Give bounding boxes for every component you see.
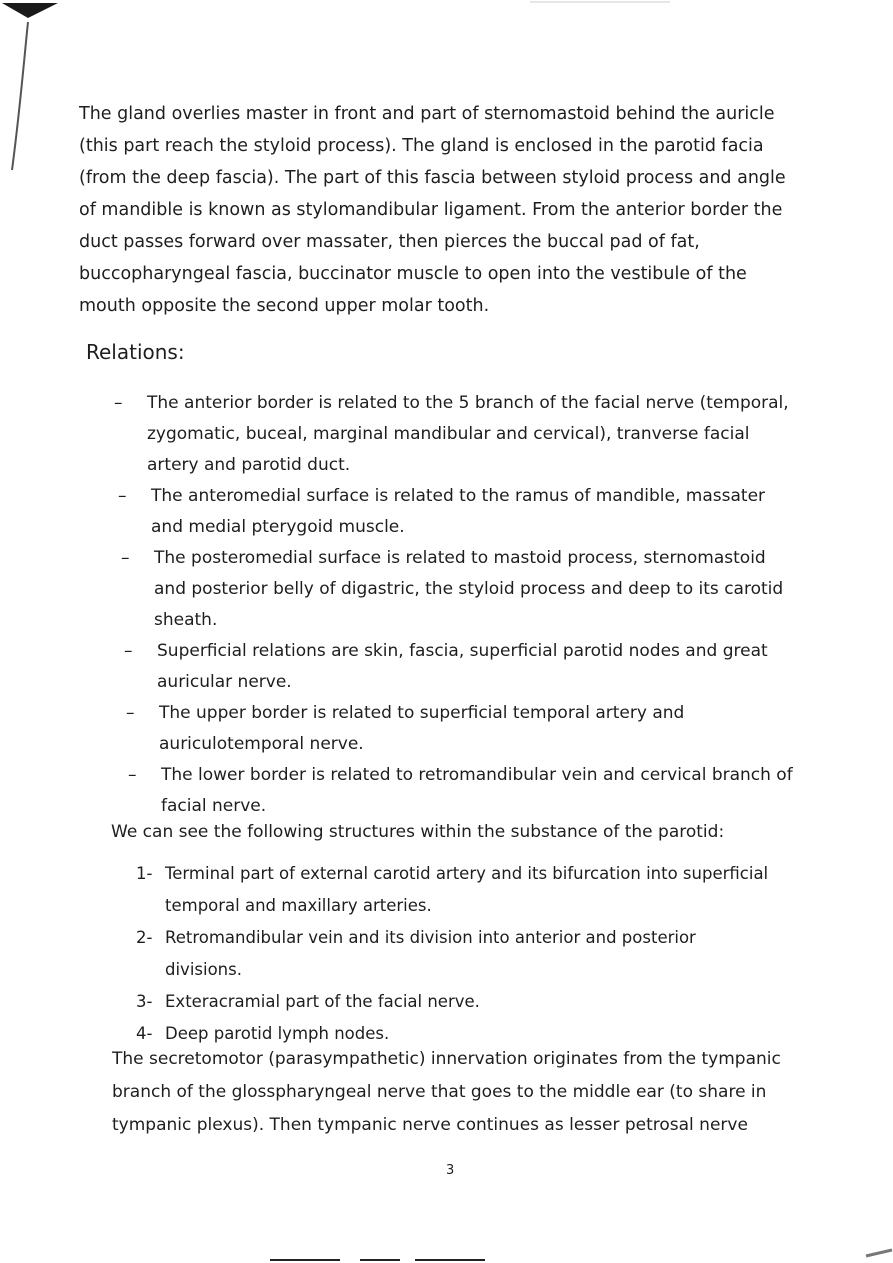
- structure-text: Exteracramial part of the facial nerve.: [165, 992, 480, 1011]
- intro-paragraph: The gland overlies master in front and part of sternomastoid behind the auricle (this part reach the styloid process). The gland is enclosed in the parotid facia (from the deep fascia). The part of this fascia between styloid process and angle of mandible is known as stylomandibular ligament. From the anterior border the duct passes forward over massater, then pierces the buccal pad of fat, buccopharyngeal fascia, buccinator muscle to open into the vestibule of the mouth opposite the second upper molar tooth.: [79, 104, 786, 316]
- item-number: 2-: [136, 928, 153, 947]
- list-item: [136, 858, 776, 922]
- list-item: [128, 760, 794, 822]
- structure-text: Terminal part of external carotid artery and its bifurcation into superficial temporal and maxillary arteries.: [165, 864, 769, 915]
- bullet-dash: –: [128, 765, 137, 785]
- list-item: [118, 481, 794, 543]
- relation-text: The posteromedial surface is related to mastoid process, sternomastoid and posterior belly of digastric, the styloid process and deep to its carotid sheath.: [154, 548, 784, 630]
- bullet-dash: –: [126, 703, 135, 723]
- relation-text: Superficial relations are skin, fascia, superficial parotid nodes and great auricular nerve.: [157, 641, 768, 692]
- list-item: [126, 698, 794, 760]
- structure-text: Deep parotid lymph nodes.: [165, 1024, 390, 1043]
- relations-heading: Relations:: [86, 340, 185, 364]
- page-number: 3: [446, 1163, 455, 1178]
- item-number: 3-: [136, 992, 153, 1011]
- item-number: 4-: [136, 1024, 153, 1043]
- list-item: [114, 388, 794, 481]
- list-item: [121, 543, 794, 636]
- structures-list: [136, 858, 776, 1050]
- bullet-dash: –: [124, 641, 133, 661]
- bullet-dash: –: [114, 393, 123, 413]
- bullet-dash: –: [121, 548, 130, 568]
- innervation-paragraph: The secretomotor (parasympathetic) innervation originates from the tympanic branch of the glosspharyngeal nerve that goes to the middle ear (to share in tympanic plexus). Then tympanic nerve continues as lesser petrosal nerve: [112, 1049, 781, 1135]
- structures-intro: We can see the following structures within the substance of the parotid:: [111, 822, 725, 842]
- relation-text: The anterior border is related to the 5 branch of the facial nerve (temporal, zygomatic, buceal, marginal mandibular and cervical), tranverse facial artery and parotid duct.: [147, 393, 789, 475]
- list-item: [136, 922, 776, 986]
- structure-text: Retromandibular vein and its division into anterior and posterior divisions.: [165, 928, 696, 979]
- list-item: [136, 986, 776, 1018]
- list-item: [124, 636, 794, 698]
- bullet-dash: –: [118, 486, 127, 506]
- relations-list: [114, 388, 794, 822]
- relation-text: The upper border is related to superficial temporal artery and auriculotemporal nerve.: [159, 703, 685, 754]
- relation-text: The anteromedial surface is related to the ramus of mandible, massater and medial pterygoid muscle.: [151, 486, 766, 537]
- relation-text: The lower border is related to retromandibular vein and cervical branch of facial nerve.: [161, 765, 793, 816]
- item-number: 1-: [136, 864, 153, 883]
